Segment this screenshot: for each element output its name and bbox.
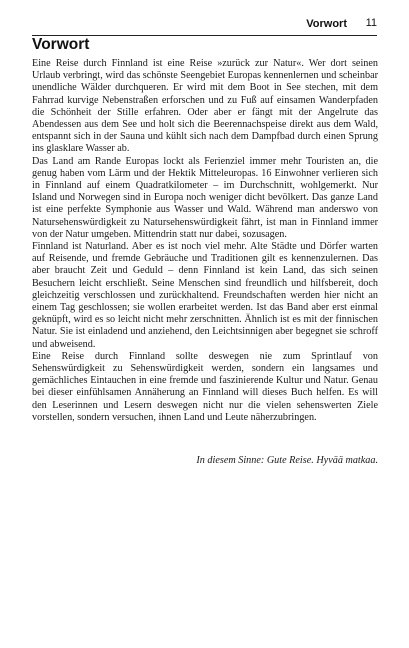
- paragraph-4: Eine Reise durch Finnland sollte deswegen nie zum Sprintlauf von Sehenswürdigkeit zu Sehenswürdigkeit werden, sondern ein langsames und gemächliches Eintauchen in eine fremde und faszinierende Kultur und Natur. Genau bei dieser einfühlsamen Annäherung an Finnland will dieses Buch helfen. Es will den Leserinnen und Lesern deswegen nicht nur die vielen sehenswerten Ziele vorstellen, sondern versuchen, ihnen Land und Leute näherzubringen.: [32, 350, 378, 423]
- chapter-title: Vorwort: [32, 36, 90, 53]
- paragraph-1: Eine Reise durch Finnland ist eine Reise »zurück zur Natur«. Wer dort seinen Urlaub verbringt, wird das schönste Seengebiet Europas kennenlernen und scheinbar unendliche Wälder durchqueren. Er wird mit dem Boot in See stechen, mit dem Fahrrad kurvige Nebenstraßen erforschen und zu Fuß auf einsamen Wanderpfaden die Schönheit der Stille erfahren. Oder aber er fängt mit der Angelrute das Abendessen aus dem See und holt sich die Beerennachspeise direkt aus dem Wald, entspannt sich in der Sauna und kühlt sich nach dem Dampfbad durch einen Sprung ins glasklare Wasser ab.: [32, 58, 378, 155]
- running-header: [32, 16, 377, 35]
- paragraph-2: Das Land am Rande Europas lockt als Ferienziel immer mehr Touristen an, die genug haben vom Lärm und der Hektik Mitteleuropas. 16 Einwohner verlieren sich in Finnland auf einem Quadratkilometer – im Durchschnitt, wohlgemerkt. Nur Island und Norwegen sind in Europa noch weniger dicht bevölkert. Das ganze Land ist eine perfekte Symphonie aus Wasser und Wald. Während man anderswo von Natursehenswürdigkeit zu Natursehenswürdigkeit fährt, ist man in Finnland immer von der Natur umgeben. Mittendrin statt nur dabei, sozusagen.: [32, 155, 378, 240]
- page-number: 11: [365, 17, 377, 29]
- paragraph-3: Finnland ist Naturland. Aber es ist noch viel mehr. Alte Städte und Dörfer warten auf Reisende, und fremde Gebräuche und Traditionen gilt es kennenzulernen. Das aber braucht Zeit und Geduld – denn Finnland ist kein Land, das sich seinen Besuchern leicht erschließt. Seine Menschen sind freundlich und hilfsbereit, doch gleichzeitig verschlossen und zurückhaltend. Freundschaften werden hier nicht an einem Tag geschlossen; sie wollen erarbeitet werden. Ist das Band aber erst einmal geknüpft, wird es so leicht nicht mehr zerschnitten. Ähnlich ist es mit der finnischen Natur. Sie ist einladend und anziehend, den Leichtsinnigen aber begegnet sie schroff und abweisend.: [32, 241, 378, 350]
- signoff: In diesem Sinne: Gute Reise. Hyvää matkaa.: [196, 455, 378, 466]
- body-text: [32, 58, 378, 424]
- running-header-title: Vorwort: [306, 18, 347, 30]
